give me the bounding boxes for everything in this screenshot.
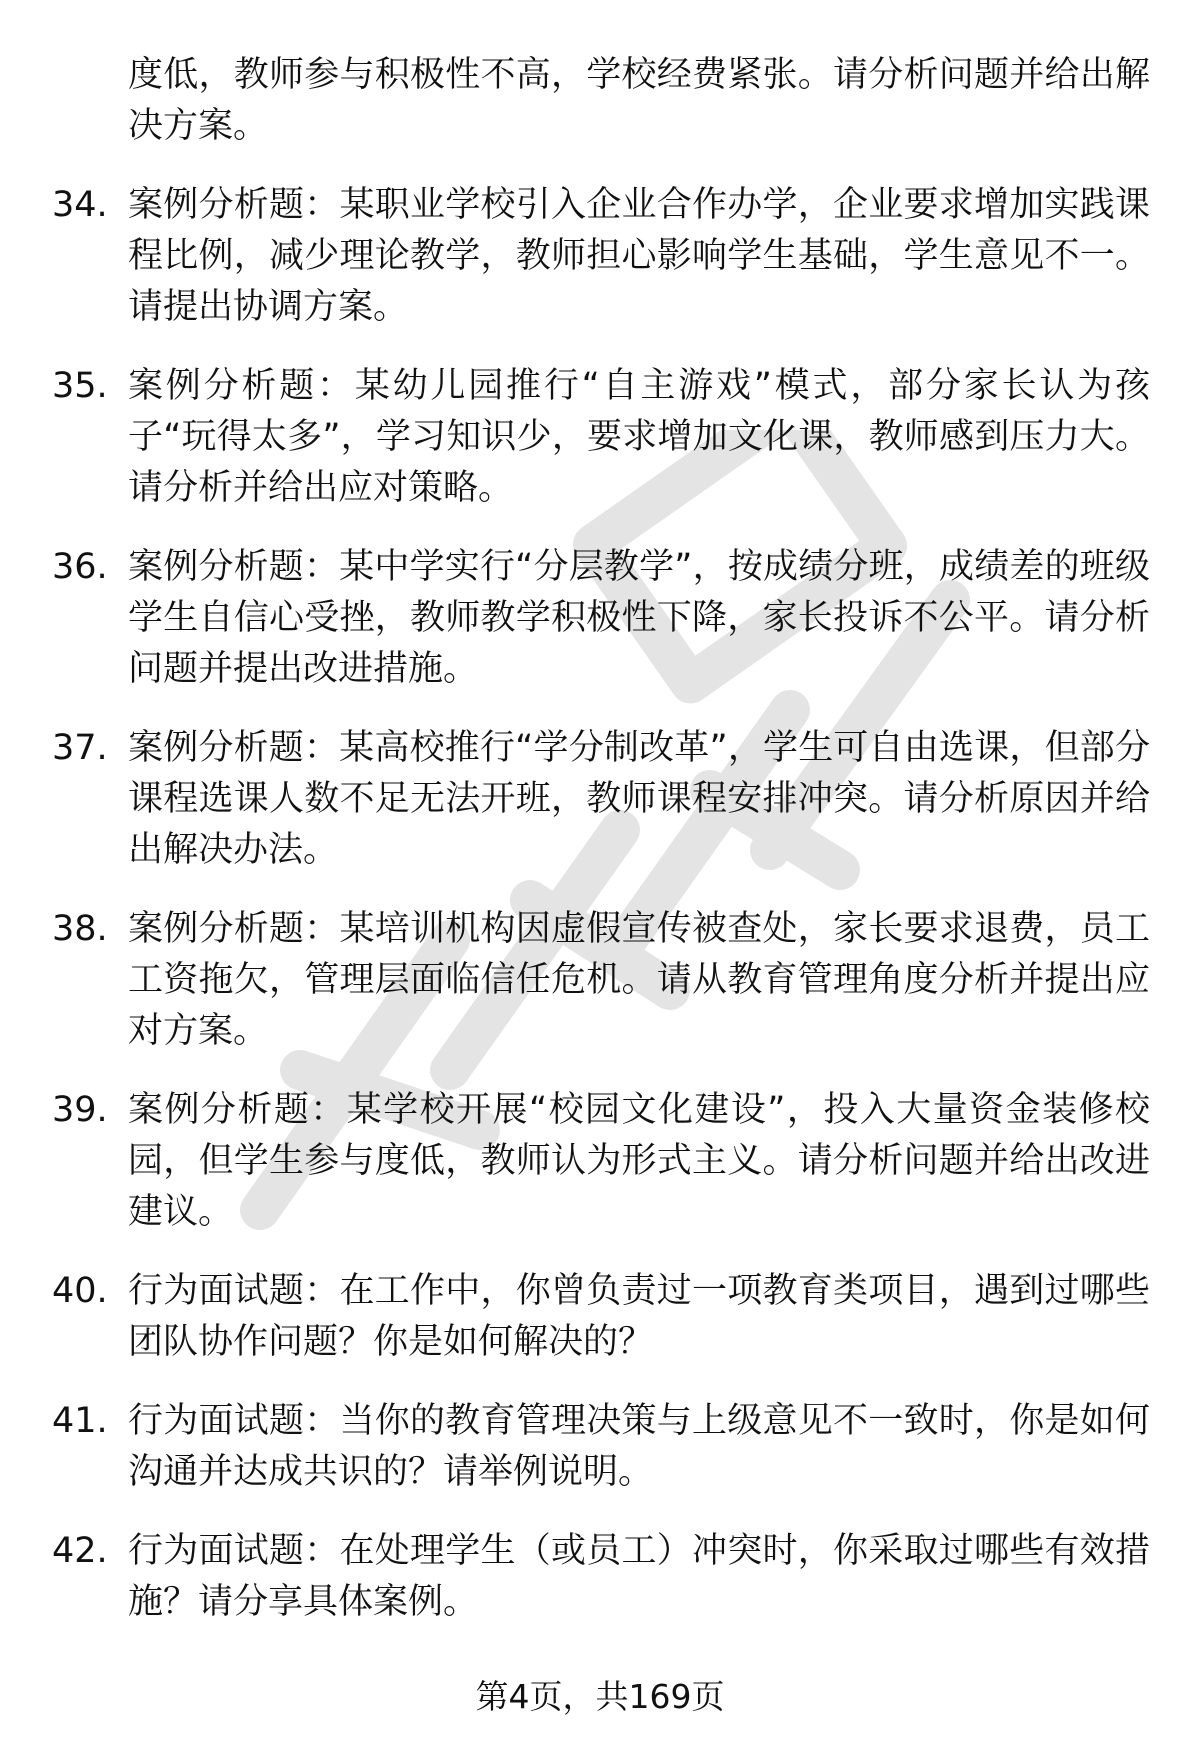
question-list [52, 50, 1150, 1656]
question-text: 行为面试题：当你的教育管理决策与上级意见不一致时，你是如何沟通并达成共识的？请举例说明。 [128, 1401, 1150, 1492]
question-number: 39. [52, 1090, 108, 1130]
question-number: 36. [52, 547, 108, 587]
question-text: 案例分析题：某学校开展“校园文化建设”，投入大量资金装修校园，但学生参与度低，教师认为形式主义。请分析问题并给出改进建议。 [128, 1090, 1150, 1232]
question-number: 34. [52, 185, 108, 225]
question-text: 案例分析题：某中学实行“分层教学”，按成绩分班，成绩差的班级学生自信心受挫，教师教学积极性下降，家长投诉不公平。请分析问题并提出改进措施。 [128, 547, 1150, 689]
question-text: 案例分析题：某幼儿园推行“自主游戏”模式，部分家长认为孩子“玩得太多”，学习知识少，要求增加文化课，教师感到压力大。请分析并给出应对策略。 [128, 366, 1150, 508]
question-item [52, 1396, 1150, 1498]
question-item [52, 361, 1150, 514]
question-item [52, 180, 1150, 333]
question-number: 40. [52, 1271, 108, 1311]
question-text: 度低，教师参与积极性不高，学校经费紧张。请分析问题并给出解决方案。 [128, 55, 1150, 146]
question-number: 37. [52, 728, 108, 768]
question-item [52, 1266, 1150, 1368]
question-number: 41. [52, 1401, 108, 1441]
question-continuation [52, 50, 1150, 152]
question-item [52, 723, 1150, 876]
question-number: 42. [52, 1531, 108, 1571]
question-item [52, 1526, 1150, 1628]
question-text: 案例分析题：某职业学校引入企业合作办学，企业要求增加实践课程比例，减少理论教学，教师担心影响学生基础，学生意见不一。请提出协调方案。 [128, 185, 1150, 327]
question-text: 行为面试题：在工作中，你曾负责过一项教育类项目，遇到过哪些团队协作问题？你是如何解决的？ [128, 1271, 1150, 1362]
question-number: 35. [52, 366, 108, 406]
question-item [52, 904, 1150, 1057]
question-number: 38. [52, 909, 108, 949]
question-text: 案例分析题：某高校推行“学分制改革”，学生可自由选课，但部分课程选课人数不足无法开班，教师课程安排冲突。请分析原因并给出解决办法。 [128, 728, 1150, 870]
page-footer: 第4页，共169页 [475, 1677, 725, 1716]
question-text: 案例分析题：某培训机构因虚假宣传被查处，家长要求退费，员工工资拖欠，管理层面临信任危机。请从教育管理角度分析并提出应对方案。 [128, 909, 1150, 1051]
question-item [52, 542, 1150, 695]
question-text: 行为面试题：在处理学生（或员工）冲突时，你采取过哪些有效措施？请分享具体案例。 [128, 1531, 1150, 1622]
question-item [52, 1085, 1150, 1238]
